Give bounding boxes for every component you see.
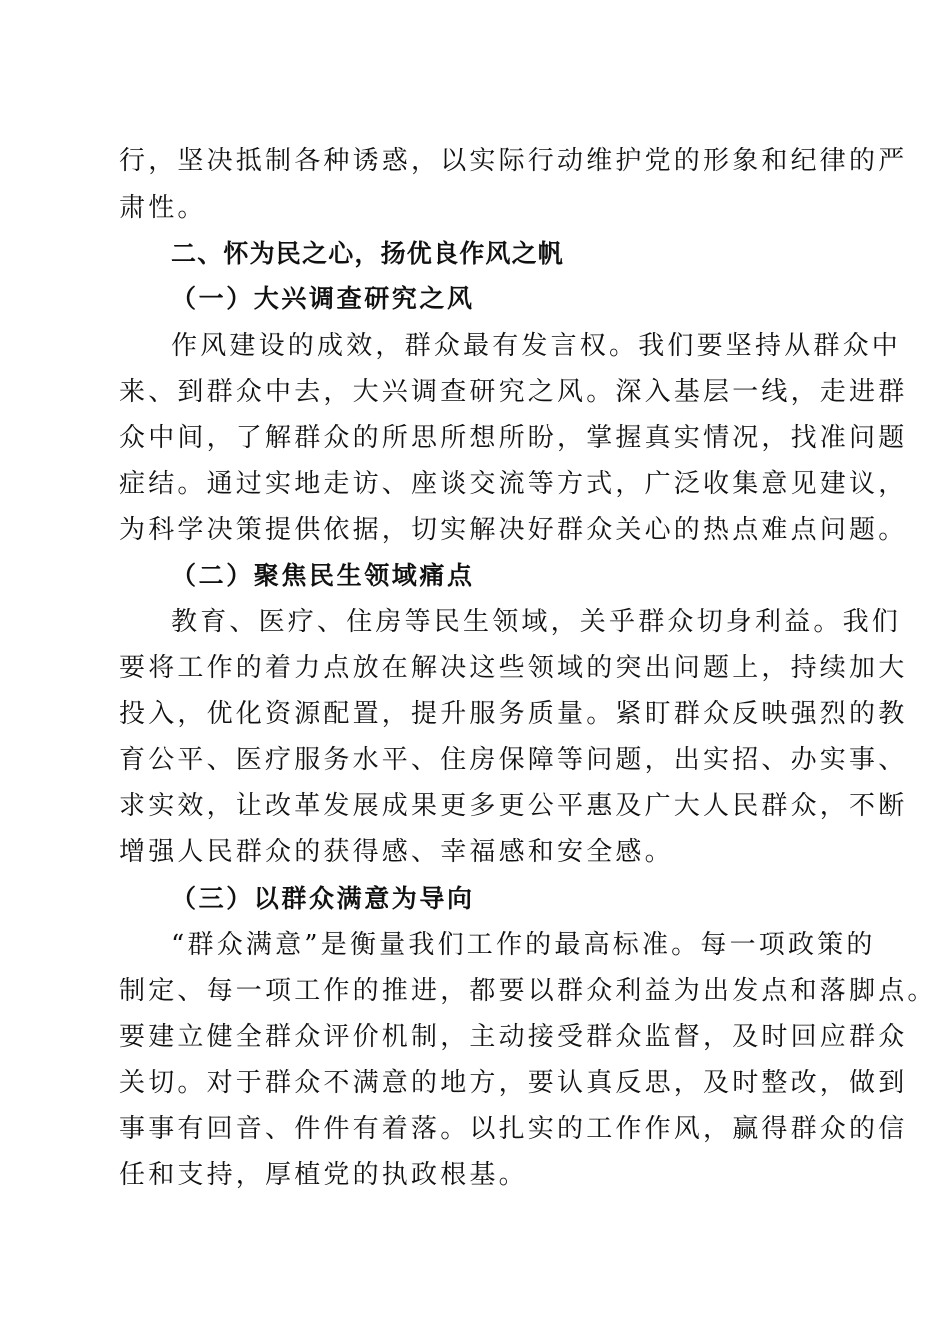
paragraph-line: 制定、每一项工作的推进，都要以群众利益为出发点和落脚点。 [119,976,937,1006]
subsection-heading-1: （一）大兴调查研究之风 [171,284,475,313]
paragraph-line: 投入，优化资源配置，提升服务质量。紧盯群众反映强烈的教 [119,699,908,729]
paragraph-line: 求实效，让改革发展成果更多更公平惠及广大人民群众，不断 [119,791,908,821]
paragraph-line: 为科学决策提供依据，切实解决好群众关心的热点难点问题。 [119,515,908,545]
paragraph-line: 来、到群众中去，大兴调查研究之风。深入基层一线，走进群 [119,377,908,407]
section-heading: 二、怀为民之心，扬优良作风之帆 [171,239,565,268]
paragraph-line: 要将工作的着力点放在解决这些领域的突出问题上，持续加大 [119,653,908,683]
paragraph-line: 要建立健全群众评价机制，主动接受群众监督，及时回应群众 [119,1022,908,1052]
paragraph-line: 事事有回音、件件有着落。以扎实的工作作风，赢得群众的信 [119,1114,908,1144]
paragraph-line: 肃性。 [119,193,207,223]
paragraph-line: 增强人民群众的获得感、幸福感和安全感。 [119,837,674,867]
paragraph-line: 症结。通过实地走访、座谈交流等方式，广泛收集意见建议， [119,469,908,499]
paragraph-line: 关切。对于群众不满意的地方，要认真反思，及时整改，做到 [119,1068,908,1098]
paragraph-line: 教育、医疗、住房等民生领域，关乎群众切身利益。我们 [171,607,902,637]
paragraph-line: 育公平、医疗服务水平、住房保障等问题，出实招、办实事、 [119,745,908,775]
subsection-heading-3: （三）以群众满意为导向 [171,884,475,913]
paragraph-line: 众中间，了解群众的所思所想所盼，掌握真实情况，找准问题 [119,423,908,453]
subsection-heading-2: （二）聚焦民生领域痛点 [171,561,475,590]
paragraph-line: 任和支持，厚植党的执政根基。 [119,1160,528,1190]
paragraph-line: “群众满意”是衡量我们工作的最高标准。每一项政策的 [171,930,876,960]
paragraph-line: 行，坚决抵制各种诱惑，以实际行动维护党的形象和纪律的严 [119,146,908,176]
paragraph-line: 作风建设的成效，群众最有发言权。我们要坚持从群众中 [171,331,902,361]
